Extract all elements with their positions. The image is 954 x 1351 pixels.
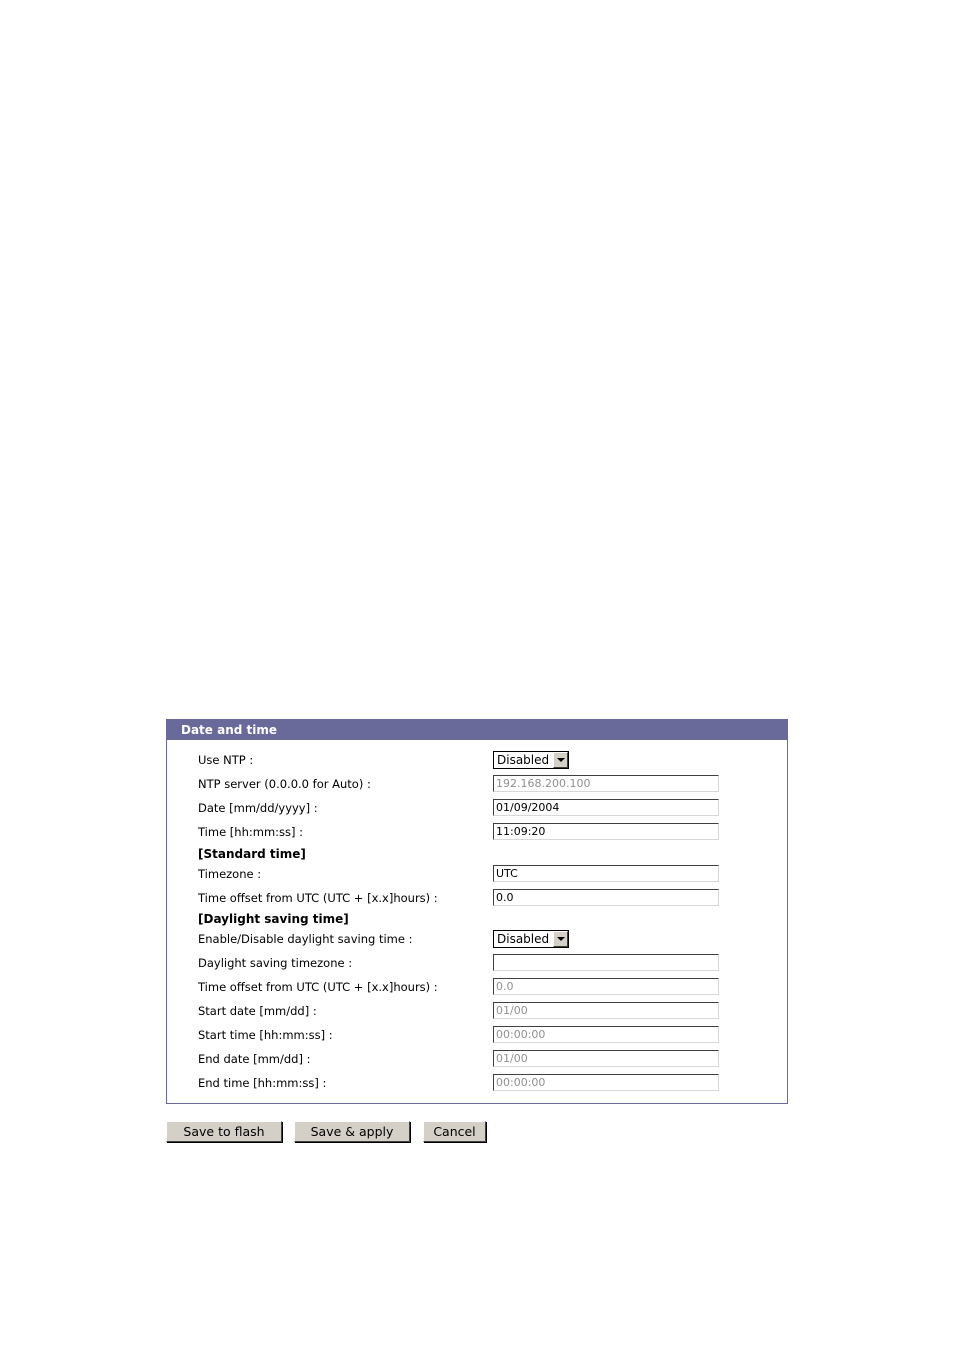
end-time-label: End time [hh:mm:ss] : bbox=[198, 1076, 327, 1090]
chevron-down-icon[interactable] bbox=[553, 752, 568, 768]
use-ntp-label: Use NTP : bbox=[198, 753, 254, 767]
dst-offset-input[interactable] bbox=[493, 978, 719, 995]
date-label: Date [mm/dd/yyyy] : bbox=[198, 801, 318, 815]
dst-enable-select[interactable] bbox=[493, 930, 569, 948]
standard-time-heading: [Standard time] bbox=[198, 847, 306, 861]
use-ntp-row bbox=[167, 750, 787, 770]
timezone-input[interactable] bbox=[493, 865, 719, 882]
dst-timezone-row bbox=[167, 953, 787, 973]
std-offset-input[interactable] bbox=[493, 889, 719, 906]
start-date-row bbox=[167, 1001, 787, 1021]
daylight-saving-heading: [Daylight saving time] bbox=[198, 912, 349, 926]
dst-offset-label: Time offset from UTC (UTC + [x.x]hours) : bbox=[198, 980, 438, 994]
ntp-server-row bbox=[167, 774, 787, 794]
start-time-input[interactable] bbox=[493, 1026, 719, 1043]
panel-title: Date and time bbox=[167, 720, 787, 740]
timezone-label: Timezone : bbox=[198, 867, 262, 881]
use-ntp-value: Disabled bbox=[497, 753, 550, 767]
std-offset-label: Time offset from UTC (UTC + [x.x]hours) : bbox=[198, 891, 438, 905]
start-time-row bbox=[167, 1025, 787, 1045]
time-input[interactable] bbox=[493, 823, 719, 840]
chevron-down-icon[interactable] bbox=[553, 931, 568, 947]
end-date-input[interactable] bbox=[493, 1050, 719, 1067]
start-date-input[interactable] bbox=[493, 1002, 719, 1019]
ntp-server-input[interactable] bbox=[493, 775, 719, 792]
start-date-label: Start date [mm/dd] : bbox=[198, 1004, 317, 1018]
std-offset-row bbox=[167, 888, 787, 908]
save-and-apply-button[interactable]: Save & apply bbox=[294, 1121, 410, 1142]
timezone-row bbox=[167, 864, 787, 884]
dst-timezone-label: Daylight saving timezone : bbox=[198, 956, 353, 970]
dst-enable-label: Enable/Disable daylight saving time : bbox=[198, 932, 413, 946]
end-time-input[interactable] bbox=[493, 1074, 719, 1091]
cancel-button[interactable]: Cancel bbox=[423, 1121, 486, 1142]
time-label: Time [hh:mm:ss] : bbox=[198, 825, 304, 839]
use-ntp-select[interactable] bbox=[493, 751, 569, 769]
ntp-server-label: NTP server (0.0.0.0 for Auto) : bbox=[198, 777, 371, 791]
time-row bbox=[167, 822, 787, 842]
date-input[interactable] bbox=[493, 799, 719, 816]
dst-enable-value: Disabled bbox=[497, 932, 550, 946]
dst-offset-row bbox=[167, 977, 787, 997]
end-time-row bbox=[167, 1073, 787, 1093]
date-row bbox=[167, 798, 787, 818]
end-date-label: End date [mm/dd] : bbox=[198, 1052, 311, 1066]
dst-timezone-input[interactable] bbox=[493, 954, 719, 971]
start-time-label: Start time [hh:mm:ss] : bbox=[198, 1028, 333, 1042]
dst-enable-row bbox=[167, 929, 787, 949]
save-to-flash-button[interactable]: Save to flash bbox=[166, 1121, 282, 1142]
date-time-panel bbox=[166, 719, 788, 1104]
end-date-row bbox=[167, 1049, 787, 1069]
